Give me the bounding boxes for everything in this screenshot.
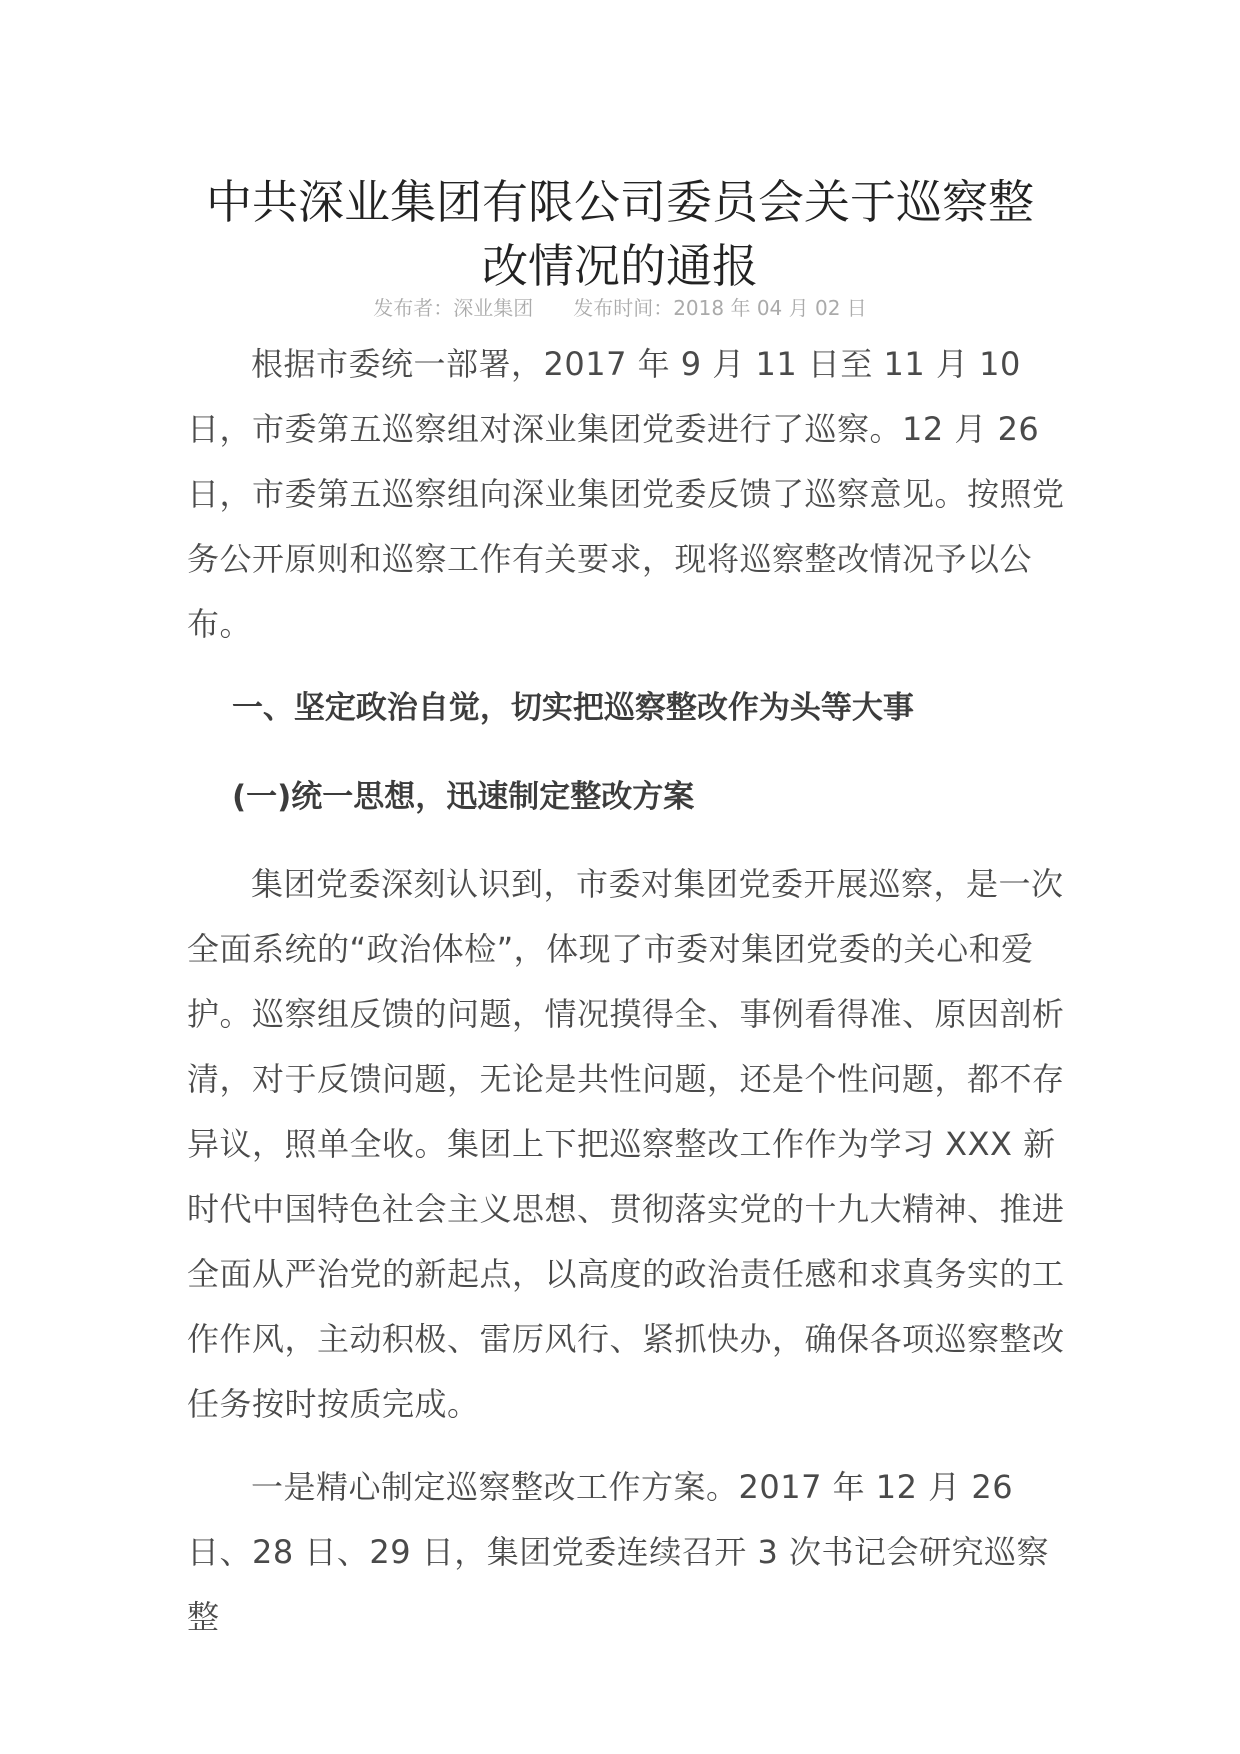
publisher-label: 发布者：深业集团 <box>373 296 534 320</box>
publish-time-label: 发布时间：2018 年 04 月 02 日 <box>573 296 867 320</box>
document-title: 中共深业集团有限公司委员会关于巡察整改情况的通报 <box>206 175 1034 293</box>
paragraph-intro: 根据市委统一部署，2017 年 9 月 11 日至 11 月 10 日，市委第五巡察组对深业集团党委进行了巡察。12 月 26 日，市委第五巡察组向深业集团党委反馈了巡察意见。按照党务公开原则和巡察工作有关要求，现将巡察整改情况予以公布。 <box>187 345 1065 643</box>
subsection-heading-1: (一)统一思想，迅速制定整改方案 <box>231 779 695 815</box>
paragraph-body: 集团党委深刻认识到，市委对集团党委开展巡察，是一次全面系统的“政治体检”，体现了市委对集团党委的关心和爱护。巡察组反馈的问题，情况摸得全、事例看得准、原因剖析清，对于反馈问题，无论是共性问题，还是个性问题，都不存异议，照单全收。集团上下把巡察整改工作作为学习 XXX 新时代中国特色社会主义思想、贯彻落实党的十九大精神、推进全面从严治党的新起点，以高度的政治责任感和求真务实的工作作风，主动积极、雷厉风行、紧抓快办，确保各项巡察整改任务按时按质完成。 <box>187 865 1065 1423</box>
document-body <box>187 332 1067 1650</box>
paragraph-item-1: 一是精心制定巡察整改工作方案。2017 年 12 月 26 日、28 日、29 日，集团党委连续召开 3 次书记会研究巡察整 <box>187 1468 1049 1636</box>
document-meta <box>190 294 1050 322</box>
section-heading-1: 一、坚定政治自觉，切实把巡察整改作为头等大事 <box>231 690 914 726</box>
